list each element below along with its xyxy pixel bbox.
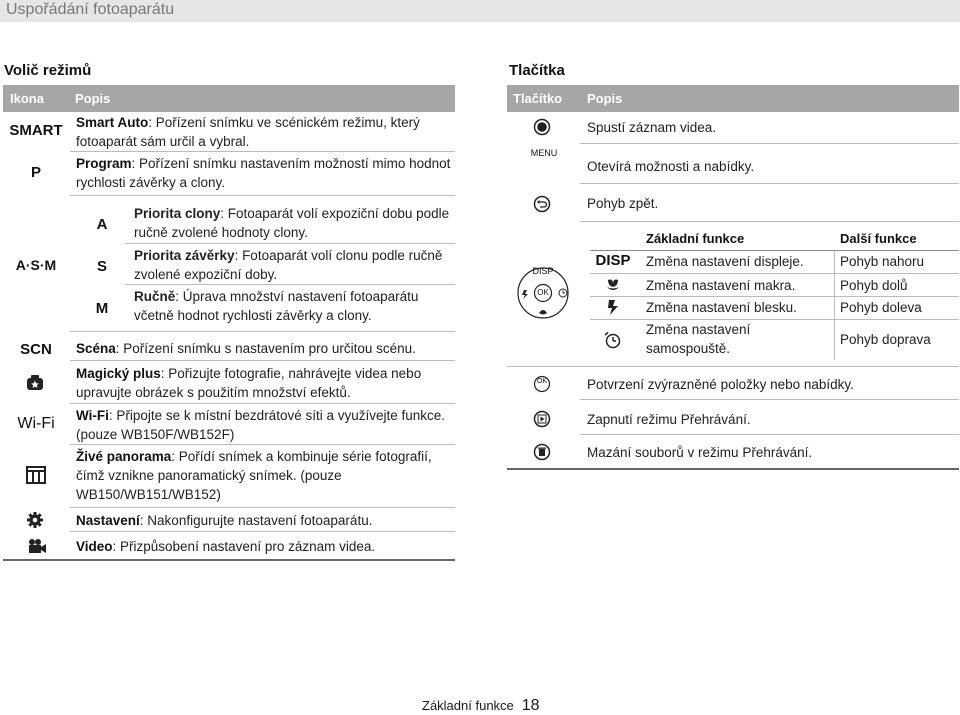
disp-other: Pohyb nahoru xyxy=(840,254,925,269)
playback-desc: Zapnutí režimu Přehrávání. xyxy=(587,412,751,427)
macro-basic: Změna nastavení makra. xyxy=(646,278,796,293)
table-bottom-border xyxy=(3,559,455,561)
back-desc: Pohyb zpět. xyxy=(587,196,659,211)
footer-label: Základní funkce xyxy=(422,698,514,713)
magic-plus-icon xyxy=(26,374,44,392)
aperture-priority-icon: A xyxy=(96,216,108,233)
mode-table-header xyxy=(3,85,455,112)
page-footer xyxy=(422,697,540,715)
col-button-header: Tlačítko xyxy=(513,91,563,106)
macro-icon xyxy=(605,278,621,292)
macro-other: Pohyb dolů xyxy=(840,278,908,293)
divider xyxy=(70,531,455,532)
record-desc: Spustí záznam videa. xyxy=(587,120,717,135)
ok-desc: Potvrzení zvýrazněné položky nebo nabídky. xyxy=(587,377,854,392)
ok-label: OK xyxy=(537,288,549,297)
gear-icon xyxy=(26,511,44,529)
magic-plus-desc: Magický plus: Pořizujte fotografie, nahrávejte videa nebo upravujte obrázek s použitím množství efektů. xyxy=(76,366,422,400)
divider xyxy=(70,403,455,404)
panorama-desc: Živé panorama: Pořídí snímek a kombinuje série fotografií, čímž vznikne panoramatický snímek. (pouze WB150/WB151/WB152) xyxy=(76,449,432,502)
smart-mode-icon: SMART xyxy=(9,122,63,139)
timer-other: Pohyb doprava xyxy=(840,332,931,347)
page-header xyxy=(0,0,960,22)
page-title: Uspořádání fotoaparátu xyxy=(6,1,175,18)
divider xyxy=(70,195,455,196)
basic-function-header: Základní funkce xyxy=(646,231,745,246)
program-mode-icon: P xyxy=(30,164,41,181)
record-button-icon xyxy=(533,118,551,136)
divider xyxy=(70,360,455,361)
divider xyxy=(507,366,959,367)
flash-basic: Změna nastavení blesku. xyxy=(646,300,797,315)
col-desc-header: Popis xyxy=(75,91,111,106)
menu-desc: Otevírá možnosti a nabídky. xyxy=(587,159,755,174)
ok-button-label: OK xyxy=(536,378,548,385)
divider xyxy=(125,243,455,244)
divider xyxy=(580,434,959,435)
asm-mode-icon: A·S·M xyxy=(15,257,57,273)
divider xyxy=(590,273,959,274)
program-mode-desc: Program: Pořízení snímku nastavením možností mimo hodnot rychlosti závěrky a clony. xyxy=(76,156,451,190)
wifi-mode-desc: Wi-Fi: Připojte se k místní bezdrátové síti a využívejte funkce. (pouze WB150F/WB152F) xyxy=(76,408,446,442)
movie-camera-icon xyxy=(25,538,47,554)
wifi-mode-icon: Wi-Fi xyxy=(17,415,55,432)
self-timer-icon xyxy=(603,331,623,349)
menu-button-icon: MENU xyxy=(530,148,558,158)
page-number: 18 xyxy=(521,697,540,714)
back-button-icon xyxy=(533,195,551,213)
other-function-header: Další funkce xyxy=(840,231,917,246)
timer-basic: Změna nastavení samospouště. xyxy=(646,322,751,356)
divider xyxy=(590,250,959,251)
disp-icon: DISP xyxy=(595,252,631,269)
delete-button-icon xyxy=(533,443,551,461)
divider xyxy=(590,296,959,297)
playback-button-icon xyxy=(533,410,551,428)
shutter-priority-desc: Priorita závěrky: Fotoaparát volí clonu podle ručně zvolené expoziční doby. xyxy=(134,248,443,282)
manual-mode-icon: M xyxy=(95,300,109,317)
divider xyxy=(70,507,455,508)
divider xyxy=(125,284,455,285)
flash-other: Pohyb doleva xyxy=(840,300,922,315)
mode-dial-title: Volič režimů xyxy=(4,62,92,79)
flash-icon xyxy=(607,299,619,316)
divider xyxy=(580,183,959,184)
panorama-icon xyxy=(26,466,46,484)
manual-mode-desc: Ručně: Úprava množství nastavení fotoaparátu včetně hodnot rychlosti závěrky a clony. xyxy=(134,289,419,323)
divider xyxy=(834,250,835,360)
divider xyxy=(70,331,455,332)
table-bottom-border xyxy=(507,468,959,470)
shutter-priority-icon: S xyxy=(96,258,107,275)
disp-basic: Změna nastavení displeje. xyxy=(646,254,804,269)
divider xyxy=(580,143,959,144)
col-desc-header: Popis xyxy=(587,91,623,106)
disp-label: DISP xyxy=(532,266,554,276)
video-desc: Video: Přizpůsobení nastavení pro záznam videa. xyxy=(76,539,376,554)
buttons-title: Tlačítka xyxy=(509,62,565,79)
divider xyxy=(70,444,455,445)
smart-mode-desc: Smart Auto: Pořízení snímku ve scénickém režimu, který fotoaparát sám určil a vybral. xyxy=(76,115,420,149)
divider xyxy=(70,151,455,152)
scene-mode-desc: Scéna: Pořízení snímku s nastavením pro určitou scénu. xyxy=(76,341,416,356)
delete-desc: Mazání souborů v režimu Přehrávání. xyxy=(587,445,813,460)
settings-desc: Nastavení: Nakonfigurujte nastavení fotoaparátu. xyxy=(76,513,373,528)
aperture-priority-desc: Priorita clony: Fotoaparát volí expoziční dobu podle ručně zvolené hodnoty clony. xyxy=(134,206,450,240)
col-icon-header: Ikona xyxy=(10,91,44,106)
divider xyxy=(580,399,959,400)
divider xyxy=(580,221,959,222)
scene-mode-icon: SCN xyxy=(20,341,52,358)
buttons-table-header xyxy=(507,85,959,112)
